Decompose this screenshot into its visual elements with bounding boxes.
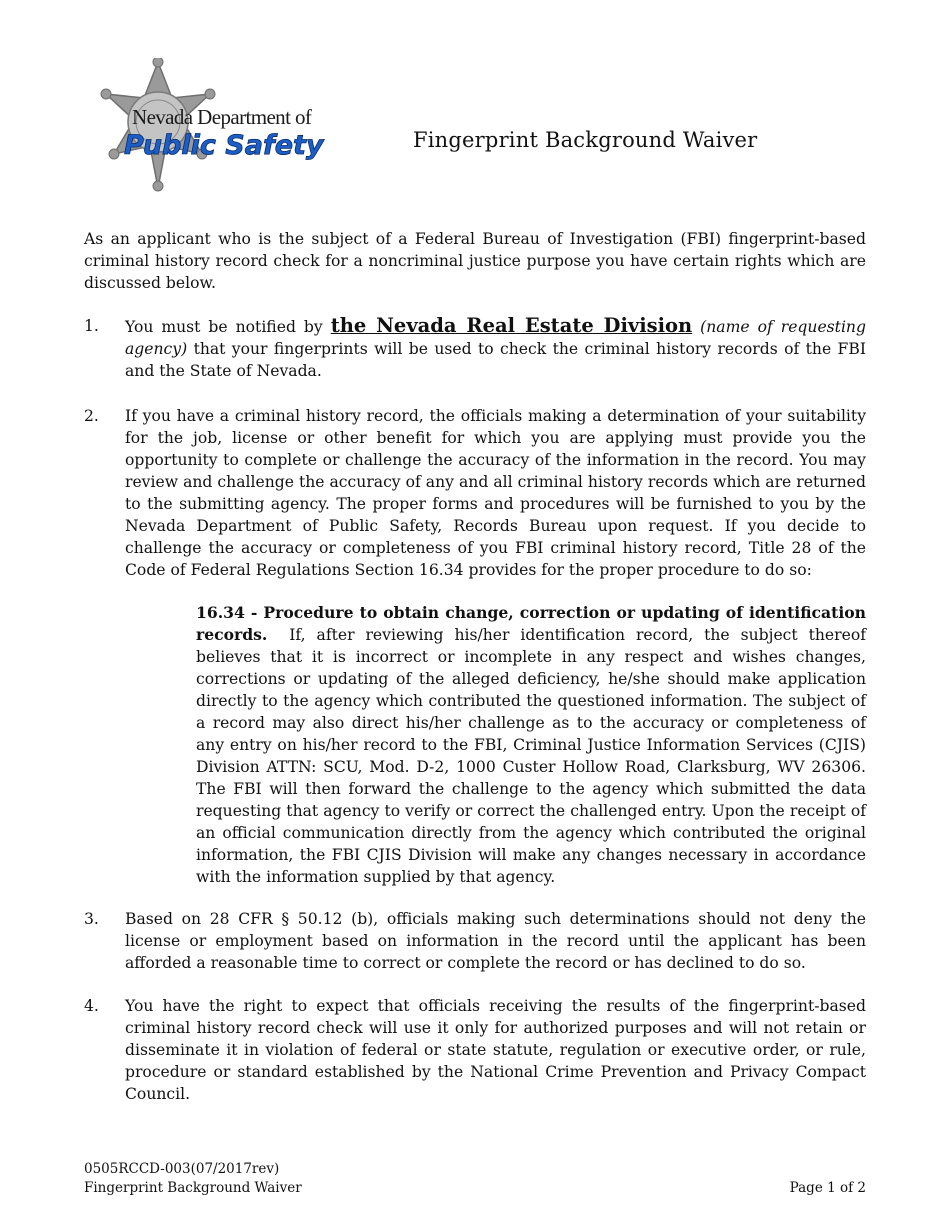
intro-paragraph: As an applicant who is the subject of a Federal Bureau of Investigation (FBI) fingerprint-based criminal history record check for a noncriminal justice purpose you have certain rights which are discussed below.: [84, 230, 866, 292]
form-code: 0505RCCD-003(07/2017rev): [84, 1161, 280, 1177]
agency-note: (name of requesting agency): [125, 318, 866, 358]
item-1-prefix: You must be notified by: [125, 318, 323, 336]
item-number: 3.: [84, 910, 99, 928]
star-badge-icon: [86, 58, 368, 192]
page-number: Page 1 of 2: [789, 1180, 866, 1196]
dps-logo: [86, 58, 368, 192]
regulation-quote: [196, 602, 866, 888]
logo-line1: Nevada Department of: [132, 105, 312, 129]
requesting-agency: the Nevada Real Estate Division: [330, 314, 693, 337]
list-item-1: [84, 315, 866, 382]
item-number: 4.: [84, 997, 99, 1015]
document-title: Fingerprint Background Waiver: [413, 128, 758, 152]
item-3-text: Based on 28 CFR § 50.12 (b), officials making such determinations should not deny the license or employment based on information in the record until the applicant has been afforded a reasonable time to correct or complete the record or has declined to do so.: [125, 910, 866, 972]
item-1-suffix: that your fingerprints will be used to check the criminal history records of the FBI and the State of Nevada.: [125, 340, 866, 380]
logo-line2: Public Safety: [124, 130, 324, 161]
item-4-text: You have the right to expect that officials receiving the results of the fingerprint-based criminal history record check will use it only for authorized purposes and will not retain or disseminate it in violation of federal or state statute, regulation or executive order, or rule, procedure or standard established by the National Crime Prevention and Privacy Compact Council.: [125, 997, 866, 1103]
list-item-4: [84, 995, 866, 1105]
regulation-text: If, after reviewing his/her identification record, the subject thereof believes that it is incorrect or incomplete in any respect and wishes changes, corrections or updating of the alleged deficiency, he/she should make application directly to the agency which contributed the questioned information. The subject of a record may also direct his/her challenge as to the accuracy or completeness of any entry on his/her record to the FBI, Criminal Justice Information Services (CJIS) Division ATTN: SCU, Mod. D-2, 1000 Custer Hollow Road, Clarksburg, WV 26306. The FBI will then forward the challenge to the agency which submitted the data requesting that agency to verify or correct the challenged entry. Upon the receipt of an official communication directly from the agency which contributed the original information, the FBI CJIS Division will make any changes necessary in accordance with the information supplied by that agency.: [196, 626, 866, 886]
form-name: Fingerprint Background Waiver: [84, 1180, 302, 1196]
item-number: 2.: [84, 407, 99, 425]
list-item-3: [84, 908, 866, 974]
list-item-2: [84, 405, 866, 581]
regulation-heading: 16.34 - Procedure to obtain change, correction or updating of identification records.: [196, 603, 866, 644]
item-2-text: If you have a criminal history record, the officials making a determination of your suitability for the job, license or other benefit for which you are applying must provide you the opportunity to complete or challenge the accuracy of the information in the record. You may review and challenge the accuracy of any and all criminal history records which are returned to the submitting agency. The proper forms and procedures will be furnished to you by the Nevada Department of Public Safety, Records Bureau upon request. If you decide to challenge the accuracy or completeness of you FBI criminal history record, Title 28 of the Code of Federal Regulations Section 16.34 provides for the proper procedure to do so:: [125, 407, 866, 579]
item-number: 1.: [84, 317, 99, 335]
footer-left: [84, 1160, 302, 1198]
